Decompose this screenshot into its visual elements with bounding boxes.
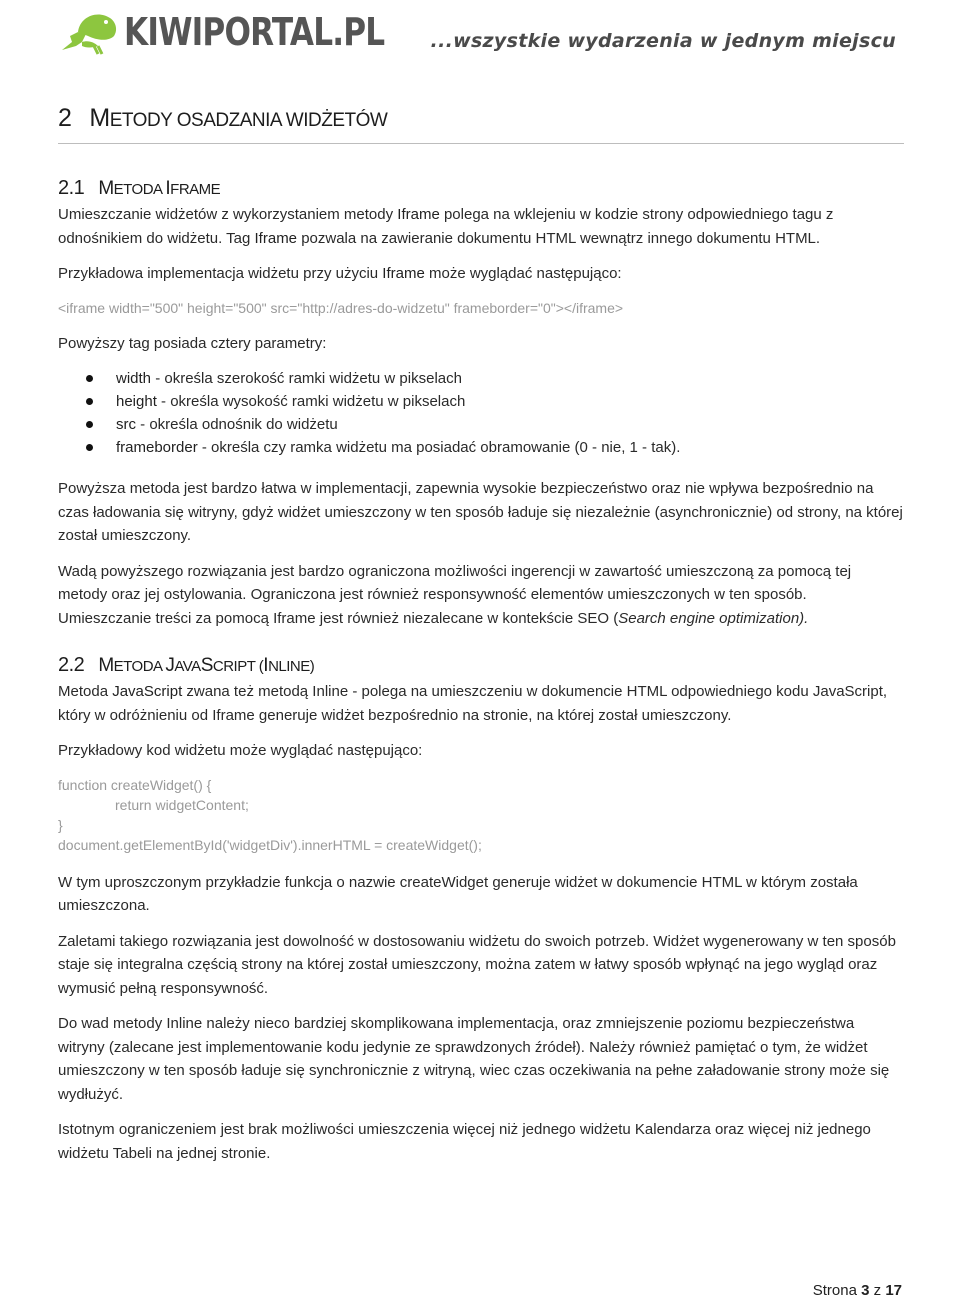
list-item: frameborder - określa czy ramka widżetu ma posiadać obramowanie (0 - nie, 1 - tak). xyxy=(58,436,904,459)
section-2-1-heading: 2.1 METODA IFRAME xyxy=(58,177,221,199)
page-footer: Strona 3 z 17 xyxy=(812,1282,902,1299)
kiwiportal-logo[interactable] xyxy=(58,4,441,60)
code-line: } xyxy=(58,816,63,833)
section-2-heading: 2 METODY OSADZANIA WIDŻETÓW xyxy=(58,98,904,144)
paragraph: Istotnym ograniczeniem jest brak możliwości umieszczenia więcej niż jednego widżetu Kalendarza oraz więcej niż jednego widżetu Tabeli na jednej stronie. xyxy=(58,1121,871,1162)
kiwi-bird-icon xyxy=(58,6,120,58)
paragraph: Powyższy tag posiada cztery parametry: xyxy=(58,334,327,352)
bullet-icon xyxy=(86,398,93,405)
list-item: height - określa wysokość ramki widżetu w pikselach xyxy=(58,390,904,413)
paragraph: Zaletami takiego rozwiązania jest dowolność w dostosowaniu widżetu do swoich potrzeb. Widżet wygenerowany w ten sposób staje się integralna częścią strony na której został umieszczony, można zatem w łatwy sposób wpłynąć na jego wygląd oraz wymusić pełną responsywność. xyxy=(58,932,896,997)
page-header xyxy=(0,0,960,70)
code-line: return widgetContent; xyxy=(115,796,249,813)
iframe-code-example: <iframe width="500" height="500" src="http://adres-do-widzetu" frameborder="0"></iframe> xyxy=(58,299,624,316)
header-tagline: ...wszystkie wydarzenia w jednym miejscu xyxy=(430,30,896,52)
paragraph: Do wad metody Inline należy nieco bardziej skomplikowana implementacja, oraz zmniejszenie poziomu bezpieczeństwa witryny (zalecane jest implementowanie kodu jedynie ze sprawdzonych źródeł). Należy również pamiętać o tym, że widżet umieszczony w ten sposób ładuje się synchronicznie z witryną, wiec czas oczekiwania na pełne załadowanie strony może się wydłużyć. xyxy=(58,1015,890,1103)
paragraph: Przykładowy kod widżetu może wyglądać następująco: xyxy=(58,742,423,759)
keyword: JavaScript xyxy=(112,683,183,700)
page-total: 17 xyxy=(885,1282,902,1299)
page-number: 3 xyxy=(861,1282,870,1299)
bullet-icon xyxy=(86,375,93,382)
keyword: Iframe xyxy=(397,206,440,223)
document-body xyxy=(58,98,904,1165)
bullet-icon xyxy=(86,444,93,451)
bullet-icon xyxy=(86,421,93,428)
section-number: 2 xyxy=(58,104,72,132)
paragraph: W tym uproszczonym przykładzie funkcja o nazwie createWidget generuje widżet w dokumencie HTML w którym została umieszczona. xyxy=(58,873,858,914)
paragraph: Umieszczanie widżetów z wykorzystaniem metody Iframe polega na wklejeniu w kodzie strony odpowiedniego tagu z odnośnikiem do widżetu. Tag Iframe pozwala na zawieranie dokumentu HTML wewnątrz innego dokumentu HTML. xyxy=(58,206,834,247)
paragraph: Metoda JavaScript zwana też metodą Inline - polega na umieszczeniu w dokumencie HTML odpowiedniego kodu JavaScript, który w odróżnieniu od Iframe generuje widżet bezpośrednio na stronie, na której został umieszczony. xyxy=(58,683,888,724)
list-item: width - określa szerokość ramki widżetu w pikselach xyxy=(58,367,904,390)
params-list xyxy=(58,367,904,459)
javascript-code-example xyxy=(58,775,904,855)
list-item: src - określa odnośnik do widżetu xyxy=(58,413,904,436)
logo-text: KIWIPORTAL.PL xyxy=(124,10,385,54)
code-line: document.getElementById('widgetDiv').innerHTML = createWidget(); xyxy=(58,836,482,853)
keyword: Iframe xyxy=(382,265,425,282)
code-line: function createWidget() { xyxy=(58,776,212,793)
paragraph: Powyższa metoda jest bardzo łatwa w implementacji, zapewnia wysokie bezpieczeństwo oraz nie wpływa bezpośrednio na czas ładowania się witryny, gdyż widżet umieszczony w ten sposób ładuje się niezależnie (asynchronicznie) od strony, na której został umieszczony. xyxy=(58,480,903,544)
keyword: Iframe xyxy=(254,229,298,247)
section-2-2-heading: 2.2 METODA JAVASCRIPT (INLINE) xyxy=(58,654,315,676)
paragraph: Wadą powyższego rozwiązania jest bardzo ograniczona możliwości ingerencji w zawartość umieszczoną za pomocą tej metody oraz jej ostylowania. Ograniczona jest również responsywność elementów umieszczonych w ten sposób. Umieszczanie treści za pomocą Iframe jest również niezalecane w kontekście SEO (Search engine optimization). xyxy=(58,562,852,627)
paragraph: Przykładowa implementacja widżetu przy użyciu Iframe może wyglądać następująco: xyxy=(58,265,622,282)
